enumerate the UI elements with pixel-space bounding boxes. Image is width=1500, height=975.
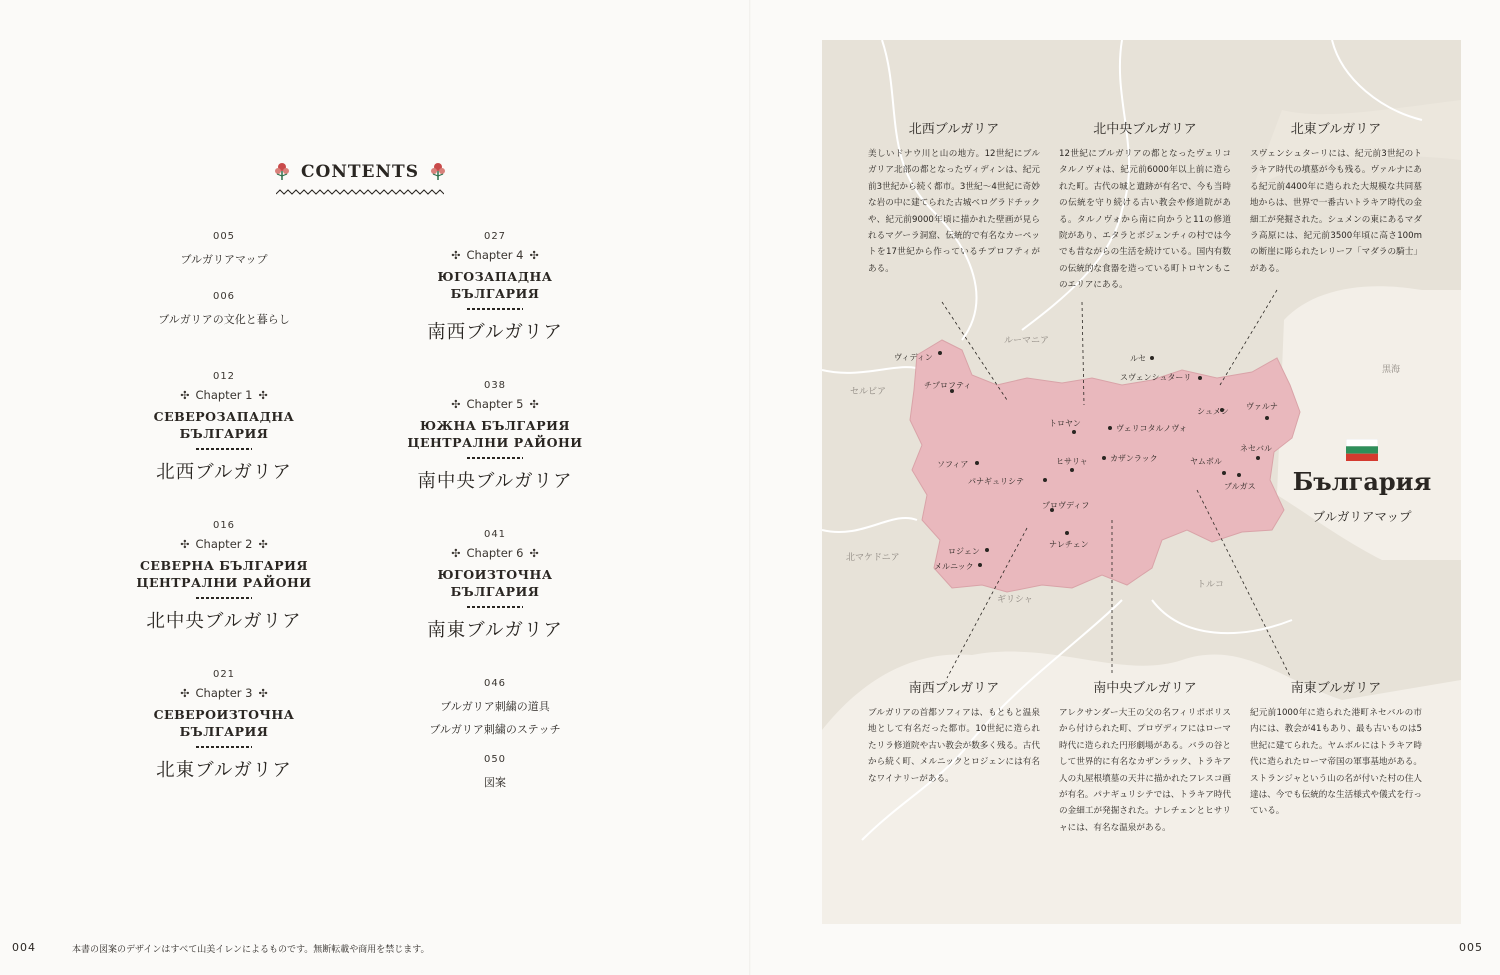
- country-label-romania: ルーマニア: [1004, 336, 1050, 346]
- city-label: カザンラック: [1110, 454, 1158, 463]
- city-label: シュメン: [1197, 407, 1229, 416]
- toc-chapter-entry[interactable]: [104, 371, 344, 484]
- map-subtitle: ブルガリアマップ: [1312, 509, 1412, 524]
- city-label: ヒサリャ: [1056, 457, 1088, 466]
- toc-entry[interactable]: [104, 231, 344, 267]
- region-title: 南東ブルガリア: [1290, 681, 1382, 696]
- toc-item-label: ブルガリアマップ: [180, 253, 268, 266]
- zigzag-divider: [276, 188, 444, 196]
- chapter-label: ✣ Chapter 3 ✣: [180, 686, 268, 700]
- toc-chapter-entry[interactable]: [104, 520, 344, 633]
- spread-gutter: [749, 0, 751, 975]
- page-number: 006: [212, 291, 236, 302]
- cross-ornament-icon: ✣: [451, 249, 461, 262]
- city-label: ナレチェン: [1049, 540, 1089, 549]
- stitch-ornament: [194, 744, 254, 750]
- cross-ornament-icon: ✣: [529, 249, 539, 262]
- cross-ornament-icon: ✣: [529, 398, 539, 411]
- toc-chapter-entry[interactable]: [104, 669, 344, 782]
- stitch-ornament: [465, 455, 525, 461]
- chapter-cyrillic-title: ЮЖНА БЪЛГАРИЯ ЦЕНТРАЛНИ РАЙОНИ: [407, 418, 583, 450]
- chapter-japanese-title: 南中央ブルガリア: [417, 471, 573, 492]
- region-title: 北東ブルガリア: [1290, 122, 1382, 137]
- city-label: ロジェン: [948, 547, 980, 556]
- cross-ornament-icon: ✣: [180, 687, 190, 700]
- bulgaria-map: [822, 40, 1461, 924]
- page-number: 012: [212, 371, 236, 382]
- cross-ornament-icon: ✣: [180, 538, 190, 551]
- page-number: 005: [212, 231, 236, 242]
- region-title: 北西ブルガリア: [908, 122, 1000, 137]
- chapter-japanese-title: 南西ブルガリア: [427, 322, 563, 343]
- folio-left: 004: [12, 941, 36, 954]
- chapter-japanese-title: 南東ブルガリア: [427, 620, 563, 641]
- country-label-turkey: トルコ: [1197, 580, 1225, 590]
- toc-item-label: ブルガリアの文化と暮らし: [158, 313, 290, 326]
- footnote: 本書の図案のデザインはすべて山美イレンによるものです。無断転載や商用を禁じます。: [72, 945, 430, 955]
- chapter-cyrillic-title: СЕВЕРОЗАПАДНА БЪЛГАРИЯ: [153, 409, 295, 441]
- bulgarian-flag-icon: [1346, 439, 1378, 461]
- city-label: ヤムボル: [1190, 457, 1222, 466]
- city-label: ヴェリコタルノヴォ: [1116, 424, 1187, 433]
- region-nc: [1059, 118, 1231, 294]
- city-label: ヴァルナ: [1246, 402, 1278, 411]
- chapter-label: ✣ Chapter 5 ✣: [451, 397, 539, 411]
- region-description: 12世紀にブルガリアの都となったヴェリコタルノヴォは、紀元前6000年以上前に造られた町。古代の城と遺跡が有名で、今も当時の伝統を守り続ける古い教会や修道院がある。タルノヴォから南に向かうと11の修道院があり、エタラとボジェンチィの村では今でも昔ながらの生活を続けている。国内有数の伝統的な食器を造っている町トロヤンもこのエリアにある。: [1059, 149, 1231, 291]
- city-label: ヴィディン: [894, 353, 933, 362]
- toc-chapter-entry[interactable]: [375, 380, 615, 493]
- page-number: 038: [483, 380, 507, 391]
- contents-title: CONTENTS: [301, 162, 419, 182]
- region-description: アレクサンダー大王の父の名フィリポポリスから付けられた町、プロヴディフにはローマ時代に造られた円形劇場がある。バラの谷として世界的に有名なカザンラック、トラキア人の丸屋根墳墓の天井に描かれたフレスコ画が有名。パナギュリシテでは、トラキア時代の金細工が発掘された。ナレチェンとヒサリャには、有名な温泉がある。: [1059, 708, 1231, 833]
- chapter-label: ✣ Chapter 1 ✣: [180, 388, 268, 402]
- flag-stripe: [1346, 454, 1378, 461]
- page-number: 027: [483, 231, 507, 242]
- city-label: トロヤン: [1049, 419, 1081, 428]
- chapter-label: ✣ Chapter 2 ✣: [180, 537, 268, 551]
- toc-item-label: ブルガリア刺繍のステッチ: [429, 723, 561, 736]
- region-description: スヴェンシュターリには、紀元前3世紀のトラキア時代の墳墓が今も残る。ヴァルナにある紀元前4400年に造られた大規模な共同墓地からは、世界で一番古いトラキア時代の金細工が発掘された。シュメンの東にあるマダラ高原には、紀元前3500年頃に高さ100mの断崖に彫られたレリーフ「マダラの騎士」がある。: [1250, 149, 1422, 274]
- stitch-ornament: [194, 595, 254, 601]
- city-label: スヴェンシュターリ: [1120, 373, 1192, 382]
- page-number: 046: [483, 678, 507, 689]
- folio-right: 005: [1459, 941, 1483, 954]
- stitch-ornament: [465, 604, 525, 610]
- region-nw: [868, 118, 1040, 277]
- chapter-japanese-title: 北中央ブルガリア: [146, 611, 302, 632]
- country-label-serbia: セルビア: [850, 387, 887, 397]
- cross-ornament-icon: ✣: [258, 687, 268, 700]
- city-label: メルニック: [934, 562, 974, 571]
- region-se: [1250, 677, 1422, 820]
- stitch-ornament: [194, 446, 254, 452]
- page-number: 016: [212, 520, 236, 531]
- city-label: ネセバル: [1240, 444, 1272, 453]
- page-number: 021: [212, 669, 236, 680]
- region-ne: [1250, 118, 1422, 277]
- region-sc: [1059, 677, 1231, 836]
- region-title: 北中央ブルガリア: [1093, 122, 1197, 137]
- region-description: ブルガリアの首都ソフィアは、もともと温泉地として有名だった都市。10世紀に造られたリラ修道院や古い教会が数多く残る。古代から続く町、メルニックとロジェンには有名なワイナリーがある。: [868, 708, 1040, 784]
- page-number: 041: [483, 529, 507, 540]
- chapter-cyrillic-title: ЮГОЗАПАДНА БЪЛГАРИЯ: [437, 269, 553, 301]
- flag-stripe: [1346, 446, 1378, 453]
- chapter-cyrillic-title: ЮГОИЗТОЧНА БЪЛГАРИЯ: [437, 567, 553, 599]
- chapter-cyrillic-title: СЕВЕРНА БЪЛГАРИЯ ЦЕНТРАЛНИ РАЙОНИ: [136, 558, 312, 590]
- country-label-greece: ギリシャ: [997, 595, 1033, 605]
- region-description: 美しいドナウ川と山の地方。12世紀にブルガリア北部の都となったヴィディンは、紀元前3世紀から続く都市。3世紀～4世紀に奇妙な岩の中に建てられた古城ベログラドチックや、紀元前9000年頃に描かれた壁画が見られるマグーラ洞窟、伝統的で有名なカーペットを17世紀から作っているチプロフティがある。: [868, 149, 1040, 274]
- region-title: 南中央ブルガリア: [1093, 681, 1197, 696]
- toc-entry[interactable]: [104, 291, 344, 327]
- country-name: България: [1292, 467, 1432, 496]
- region-description: 紀元前1000年に造られた港町ネセバルの市内には、教会が41もあり、最も古いものは5世紀に建てられた。ヤムボルにはトラキア時代に造られたローマ帝国の軍事基地がある。ストランジャという山の名が付いた村の住人達は、今でも伝統的な生活様式や儀式を行っている。: [1250, 708, 1422, 817]
- page-number: 050: [483, 754, 507, 765]
- city-label: ブルガス: [1224, 482, 1256, 491]
- region-sw: [868, 677, 1040, 787]
- toc-chapter-entry[interactable]: [375, 231, 615, 344]
- chapter-japanese-title: 北東ブルガリア: [156, 760, 292, 781]
- sea-label-black-sea: 黒海: [1382, 365, 1401, 375]
- cross-ornament-icon: ✣: [258, 389, 268, 402]
- region-title: 南西ブルガリア: [908, 681, 1000, 696]
- flag-stripe: [1346, 439, 1378, 446]
- toc-entry[interactable]: [375, 754, 615, 790]
- toc-chapter-entry[interactable]: [375, 529, 615, 642]
- cross-ornament-icon: ✣: [451, 547, 461, 560]
- chapter-japanese-title: 北西ブルガリア: [156, 462, 292, 483]
- cross-ornament-icon: ✣: [180, 389, 190, 402]
- cross-ornament-icon: ✣: [451, 398, 461, 411]
- embroidery-flower-icon: [428, 160, 448, 182]
- chapter-label: ✣ Chapter 6 ✣: [451, 546, 539, 560]
- stitch-ornament: [465, 306, 525, 312]
- city-label: プロヴディフ: [1042, 501, 1090, 510]
- cross-ornament-icon: ✣: [258, 538, 268, 551]
- city-label: チプロフティ: [924, 381, 972, 390]
- toc-item-label: 図案: [484, 776, 506, 789]
- chapter-cyrillic-title: СЕВЕРОИЗТОЧНА БЪЛГАРИЯ: [153, 707, 295, 739]
- chapter-label: ✣ Chapter 4 ✣: [451, 248, 539, 262]
- city-label: パナギュリシテ: [968, 477, 1024, 486]
- city-label: ソフィア: [937, 460, 969, 469]
- city-label: ルセ: [1130, 354, 1146, 363]
- cross-ornament-icon: ✣: [529, 547, 539, 560]
- toc-entry[interactable]: [375, 678, 615, 737]
- contents-heading: [268, 158, 452, 206]
- toc-item-label: ブルガリア刺繍の道具: [440, 700, 550, 713]
- country-label-north-macedonia: 北マケドニア: [846, 553, 900, 563]
